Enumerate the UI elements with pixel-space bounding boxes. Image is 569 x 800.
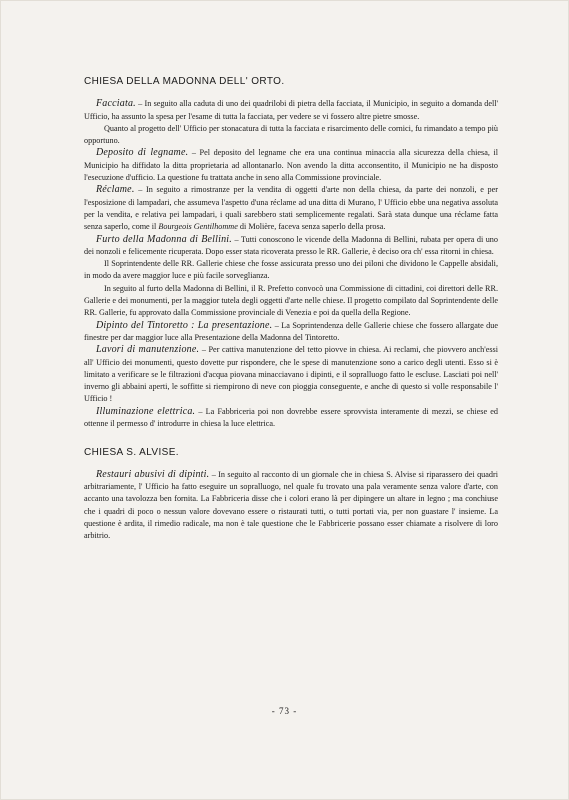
- paragraph-facciata: [84, 98, 498, 123]
- entry-text-reclame-1: – In seguito a rimostranze per la vendita di oggetti d'arte non della chiesa, da parte dei nonzoli, e per l'esposizione di lampadari, che assumeva l'aspetto d'una réclame ad una ditta di Murano, l' Ufficio ebbe una negativa assoluta per la vendita, e relativa pei lampadari, i quali sarebbero stati semplicemente regalati. Sarà stata dunque una réclame fatta senza saperlo, come il: [84, 185, 498, 232]
- entry-text-facciata: – In seguito alla caduta di uno dei quadrilobi di pietra della facciata, il Municipio, in seguito a domanda dell' Ufficio, ha assunto la spesa per l'esame di tutta la facciata, per vedere se vi fossero altre pietre smosse.: [84, 99, 498, 121]
- paragraph-facciata-2: Quanto al progetto dell' Ufficio per stonacatura di tutta la facciata e risarcimento delle cornici, fu rimandato a tempo più opportuno.: [84, 123, 498, 146]
- paragraph-dipinto: [84, 320, 498, 345]
- paragraph-reclame: [84, 184, 498, 233]
- entry-text-reclame-2: di Molière, faceva senza saperlo della prosa.: [239, 222, 386, 232]
- paragraph-furto-2: Il Soprintendente delle RR. Gallerie chiese che fosse assicurata presso uno dei piloni che dividono le Cappelle absidali, in modo da avere maggior luce e più facile sorveglianza.: [84, 259, 498, 281]
- section-heading-s-alvise: CHIESA S. ALVISE.: [84, 447, 179, 459]
- entry-title-reclame: Réclame.: [96, 184, 135, 196]
- paragraph-restauri: [84, 469, 498, 543]
- entry-text-illuminazione: – La Fabbriceria poi non dovrebbe essere sprovvista interamente di mezzi, se chiese ed ottenne il permesso d' introdurre in chiesa la luce elettrica.: [84, 406, 499, 429]
- italic-phrase-bourgeois: Bourgeois Gentilhomme: [158, 222, 238, 232]
- paragraph-deposito: [84, 147, 498, 184]
- entry-text-restauri: – In seguito al racconto di un giornale che in chiesa S. Alvise si riparassero dei quadri arbitrariamente, l' Ufficio ha fatto eseguire un sopralluogo, nel quale fu trovato una pala veramente senza valore d'arte, con accanto una tavolozza ben fornita. La Fabbriceria disse che i colori erano là per dipingere un altare in legno ; ma conchiuse che i quadri di poco o nessun valore dovevano essere o ristaurati tutti, o tutti portati via, per non guastare l' insieme. La questione è ardita, il rimedio radicale, ma non è tale questione che le Fabbricerie possano esser chiamate a risolvere di loro arbitrio.: [84, 469, 498, 541]
- paragraph-furto: [84, 234, 498, 259]
- section-heading-madonna-orto: CHIESA DELLA MADONNA DELL' ORTO.: [84, 76, 285, 87]
- entry-title-illuminazione: Illuminazione elettrica.: [96, 405, 196, 417]
- entry-title-dipinto: Dipinto del Tintoretto : La presentazione.: [96, 319, 273, 331]
- entry-title-facciata: Facciata.: [96, 98, 136, 110]
- entry-text-deposito: – Pel deposito del legname che era una continua minaccia alla sicurezza della chiesa, il Municipio ha diffidato la ditta proprietaria ad allontanarlo. Non avendo la ditta acconsentito, il Municipio ne ha disposto l'esecuzione d'ufficio. La questione fu trattata anche in seno alla Commissione provinciale.: [84, 148, 499, 183]
- entry-text-dipinto: – La Soprintendenza delle Gallerie chiese che fossero allargate due finestre per dar maggior luce alla Presentazione della Madonna del Tintoretto.: [84, 320, 499, 342]
- entry-title-lavori: Lavori di manutenzione.: [96, 344, 200, 356]
- paragraph-lavori: [84, 344, 498, 405]
- entry-title-restauri: Restauri abusivi di dipinti.: [96, 468, 210, 480]
- entry-title-deposito: Deposito di legname.: [96, 147, 189, 159]
- entry-text-furto: – Tutti conoscono le vicende della Madonna di Bellini, rubata per opera di uno dei nonzoli e felicemente ricuperata. Dopo esser stata ricoverata presso le RR. Gallerie, è deciso ora ch' essa ritorni in chiesa.: [84, 234, 498, 256]
- page-content: [84, 76, 498, 542]
- page-number: - 73 -: [271, 706, 298, 716]
- paragraph-illuminazione: [84, 406, 498, 431]
- paragraph-furto-3: In seguito al furto della Madonna di Bellini, il R. Prefetto convocò una Commissione di cittadini, coi direttori delle RR. Gallerie e dei monumenti, per la maggior tutela degli oggetti d'arte nelle chiese. Il progetto compilato dal Soprintendente delle RR. Gallerie, fu approvato dalla Commissione provinciale di Venezia e poi da quella della Regione.: [84, 283, 498, 318]
- entry-text-lavori: – Per cattiva manutenzione del tetto piovve in chiesa. Ai reclami, che piovvero anch'essi all' Ufficio dei monumenti, questo dovette pur rispondere, che le spese di manutenzione sono a carico degli utenti. Esso si è limitato a verificare se le filtrazioni d'acqua piovana minacciavano i dipinti, e il sopralluogo fatto le escluse. Lasciati poi nell' inverno gli abbaini aperti, le soffitte si riempirono di neve con pioggia conseguente, e anche di questo si volle responsabile l' Ufficio !: [84, 345, 499, 404]
- entry-title-furto: Furto della Madonna di Bellini.: [96, 233, 232, 245]
